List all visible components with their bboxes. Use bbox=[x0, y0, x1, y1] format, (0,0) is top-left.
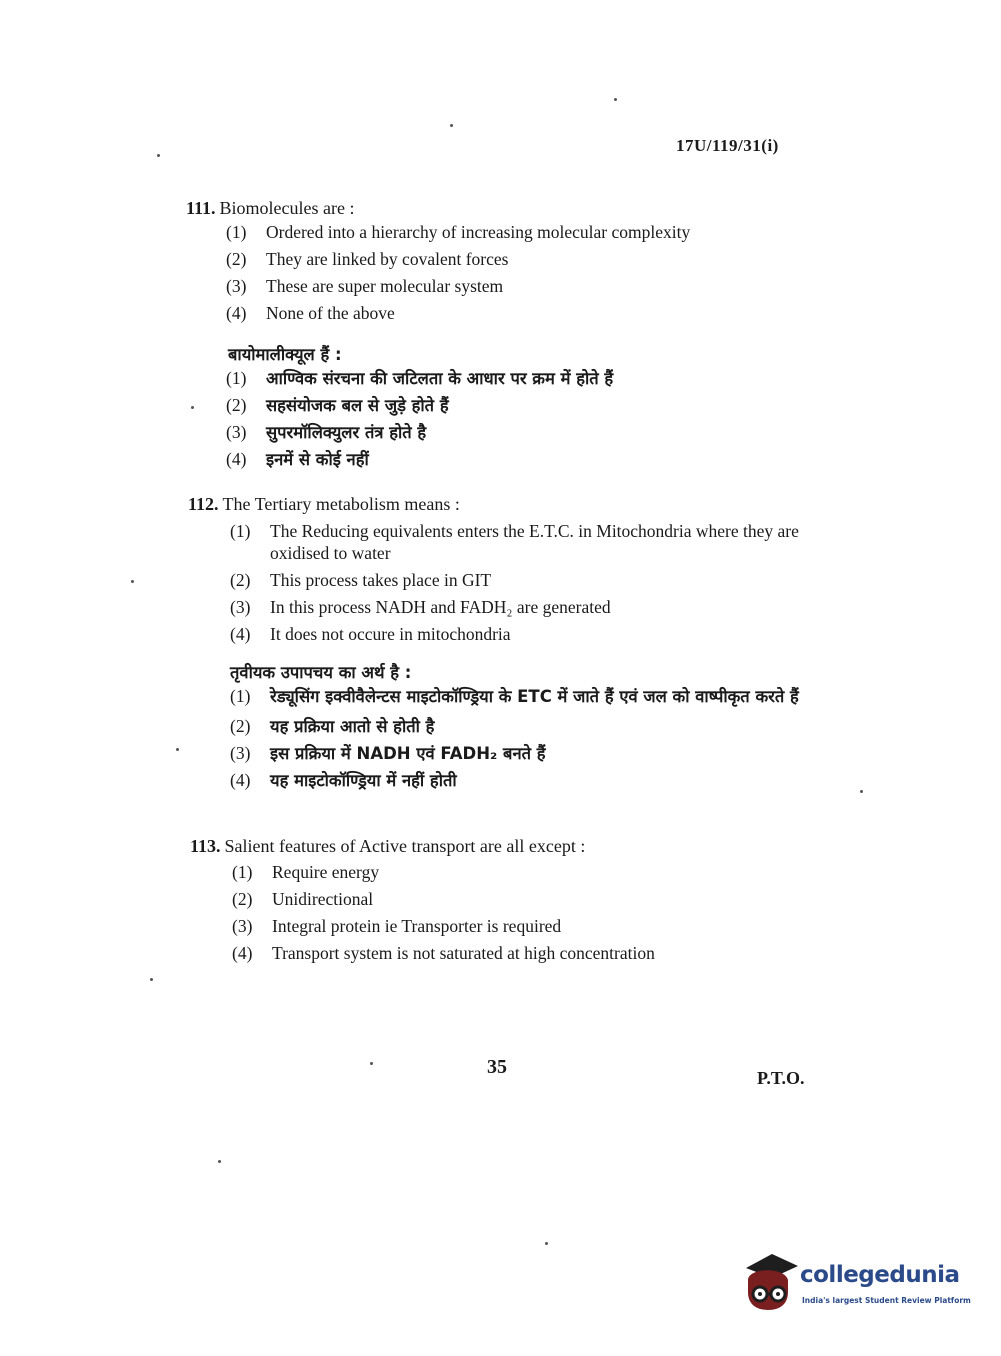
question-112-hindi: तृवीयक उपापचय का अर्थ है : bbox=[230, 663, 412, 682]
option-text: Unidirectional bbox=[272, 889, 374, 909]
brand-name: collegedunia bbox=[800, 1262, 960, 1288]
options-111-hindi bbox=[226, 366, 613, 474]
mascot-icon bbox=[740, 1250, 800, 1320]
question-text: The Tertiary metabolism means : bbox=[222, 494, 460, 514]
option-text: Integral protein ie Transporter is required bbox=[272, 916, 562, 936]
options-111-english bbox=[226, 222, 690, 330]
option-text: इस प्रक्रिया में NADH एवं FADH₂ बनते हैं bbox=[270, 744, 546, 763]
scan-speck bbox=[860, 790, 863, 793]
scan-speck bbox=[150, 978, 153, 981]
option-text: In this process NADH and FADH₂ are generated bbox=[270, 597, 611, 617]
option-text: यह माइटोकॉण्ड्रिया में नहीं होती bbox=[270, 771, 457, 790]
pto-label: P.T.O. bbox=[757, 1068, 805, 1088]
option bbox=[230, 686, 815, 708]
question-text: Biomolecules are : bbox=[219, 198, 355, 218]
option-text: Ordered into a hierarchy of increasing molecular complexity bbox=[266, 222, 691, 242]
question-text: Salient features of Active transport are all except : bbox=[224, 836, 586, 856]
option bbox=[230, 570, 815, 597]
scan-speck bbox=[191, 406, 194, 409]
question-111 bbox=[186, 198, 354, 219]
option-number: (1) bbox=[226, 222, 247, 242]
option bbox=[232, 889, 655, 916]
options-112-hindi bbox=[230, 686, 815, 795]
brand-tagline: India's largest Student Review Platform bbox=[802, 1296, 971, 1305]
option bbox=[226, 249, 690, 276]
page-number: 35 bbox=[487, 1056, 507, 1078]
question-number: 113. bbox=[190, 836, 221, 856]
option-text: Require energy bbox=[272, 862, 380, 882]
option bbox=[226, 366, 613, 393]
option-text: आण्विक संरचना की जटिलता के आधार पर क्रम में होते हैं bbox=[266, 369, 614, 388]
collegedunia-watermark bbox=[740, 1250, 970, 1320]
option bbox=[232, 862, 655, 889]
scan-speck bbox=[545, 1242, 548, 1245]
paper-code: 17U/119/31(i) bbox=[676, 136, 779, 155]
options-113-english bbox=[232, 862, 655, 970]
option-number: (4) bbox=[226, 303, 247, 323]
option bbox=[232, 943, 655, 970]
scan-speck bbox=[450, 124, 453, 127]
option-text: रेड्यूसिंग इक्वीवैलेन्टस माइटोकॉण्ड्रिया के ETC में जाते हैं एवं जल को वाष्पीकृत करते हैं bbox=[270, 687, 799, 706]
option-text: इनमें से कोई नहीं bbox=[266, 450, 369, 469]
scan-speck bbox=[131, 580, 134, 583]
option-text: सुपरमॉलिक्युलर तंत्र होते है bbox=[266, 423, 427, 442]
option bbox=[230, 624, 815, 651]
scan-speck bbox=[218, 1160, 221, 1163]
option bbox=[230, 597, 815, 624]
scan-speck bbox=[176, 748, 179, 751]
option bbox=[226, 447, 613, 474]
option bbox=[226, 420, 613, 447]
question-111-hindi: बायोमालीक्यूल हैं : bbox=[228, 345, 342, 364]
option-number: (1) bbox=[226, 368, 247, 388]
option-number: (3) bbox=[226, 422, 247, 442]
scan-speck bbox=[614, 98, 617, 101]
option-number: (2) bbox=[226, 395, 247, 415]
option-number: (2) bbox=[226, 249, 247, 269]
option bbox=[226, 276, 690, 303]
question-number: 111. bbox=[186, 198, 216, 218]
option bbox=[230, 714, 815, 741]
option-text: None of the above bbox=[266, 303, 395, 323]
option bbox=[226, 222, 690, 249]
question-112 bbox=[188, 494, 460, 515]
option-number: (2) bbox=[230, 570, 251, 590]
scan-speck bbox=[370, 1062, 373, 1065]
option-number: (3) bbox=[232, 916, 253, 936]
option-text: Transport system is not saturated at high concentration bbox=[272, 943, 655, 963]
option-number: (4) bbox=[230, 770, 251, 790]
question-113 bbox=[190, 836, 585, 857]
option-number: (4) bbox=[230, 624, 251, 644]
option bbox=[230, 741, 815, 768]
option-number: (1) bbox=[230, 521, 251, 541]
option-number: (3) bbox=[226, 276, 247, 296]
option bbox=[230, 520, 815, 564]
option-number: (3) bbox=[230, 743, 251, 763]
option bbox=[230, 768, 815, 795]
scan-speck bbox=[157, 154, 160, 157]
option-number: (2) bbox=[230, 716, 251, 736]
option-text: The Reducing equivalents enters the E.T.C. in Mitochondria where they are oxidised to water bbox=[270, 521, 799, 563]
option-text: They are linked by covalent forces bbox=[266, 249, 509, 269]
option-number: (4) bbox=[226, 449, 247, 469]
option-number: (3) bbox=[230, 597, 251, 617]
option-text: It does not occure in mitochondria bbox=[270, 624, 511, 644]
options-112-english bbox=[230, 520, 815, 651]
option bbox=[226, 393, 613, 420]
option-text: सहसंयोजक बल से जुड़े होते हैं bbox=[266, 396, 449, 415]
question-number: 112. bbox=[188, 494, 219, 514]
option-text: यह प्रक्रिया आतो से होती है bbox=[270, 717, 435, 736]
option-number: (4) bbox=[232, 943, 253, 963]
option-number: (1) bbox=[230, 686, 251, 706]
option-text: These are super molecular system bbox=[266, 276, 504, 296]
option-text: This process takes place in GIT bbox=[270, 570, 492, 590]
option-number: (2) bbox=[232, 889, 253, 909]
option bbox=[226, 303, 690, 330]
option-number: (1) bbox=[232, 862, 253, 882]
option bbox=[232, 916, 655, 943]
